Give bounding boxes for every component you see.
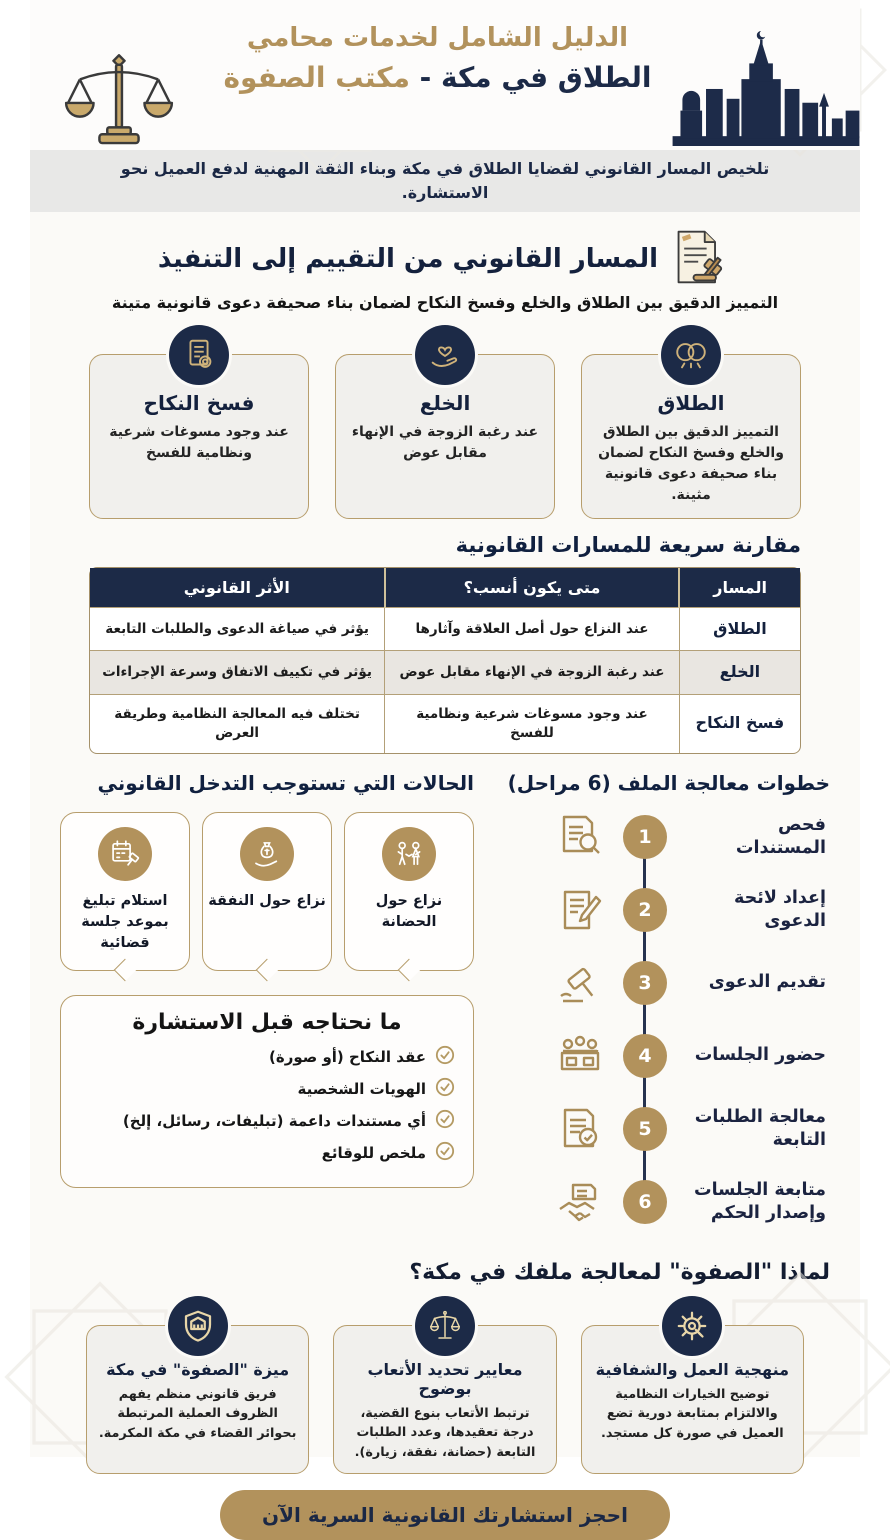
cases-section <box>60 770 474 1250</box>
why-card-body: فريق قانوني منظم يفهم الظروف العملية المرتبطة بحوائر القضاء في مكة المكرمة. <box>98 1386 297 1442</box>
requirement-text: عقد النكاح (أو صورة) <box>268 1047 426 1066</box>
why-card-title: ميزة "الصفوة" في مكة <box>106 1359 290 1379</box>
table-header-when: متى يكون أنسب؟ <box>385 568 680 608</box>
step-label: إعداد لائحة الدعوى <box>734 887 826 931</box>
middle-columns <box>30 754 860 1250</box>
table-header-effect: الأثر القانوني <box>90 568 385 608</box>
title-gold-part: مكتب الصفوة <box>223 60 410 94</box>
case-bubble-notice <box>60 812 190 971</box>
title-separator: - <box>409 60 442 94</box>
step-label: تقديم الدعوى <box>708 972 826 993</box>
money-bag-hand-icon <box>240 827 294 881</box>
header <box>30 0 860 150</box>
cases-title: الحالات التي تستوجب التدخل القانوني <box>97 770 474 795</box>
intro-banner <box>30 150 860 212</box>
table-cell: عند وجود مسوغات شرعية ونظامية للفسخ <box>385 694 680 752</box>
why-section <box>30 1250 860 1474</box>
table-cell: عند النزاع حول أصل العلاقة وآثارها <box>385 608 680 651</box>
comparison-section <box>89 533 801 754</box>
comparison-table <box>90 568 800 753</box>
document-check-icon <box>552 1104 608 1154</box>
case-label: استلام تبليغ بموعد جلسة قضائية <box>81 892 169 951</box>
requirement-item <box>79 1045 455 1069</box>
requirements-title: ما نحتاجه قبل الاستشارة <box>132 1009 402 1035</box>
path-card-talaq <box>581 354 801 519</box>
steps-title: خطوات معالجة الملف (6 مراحل) <box>507 770 830 795</box>
case-bubble-custody <box>344 812 474 971</box>
infographic-page <box>30 0 860 1528</box>
calendar-gavel-icon <box>98 827 152 881</box>
scales-of-justice-icon <box>64 52 174 150</box>
court-hearing-icon <box>552 1031 608 1081</box>
title-line-2 <box>190 58 685 99</box>
path-card-body: عند رغبة الزوجة في الإنهاء مقابل عوض <box>351 424 539 461</box>
requirement-text: الهويات الشخصية <box>297 1079 426 1098</box>
page-title <box>190 20 685 98</box>
table-header-row <box>90 568 800 608</box>
scales-icon <box>415 1296 475 1356</box>
path-card-body: عند وجود مسوغات شرعية ونظامية للفسخ <box>109 424 289 461</box>
why-title: لماذا "الصفوة" لمعالجة ملفك في مكة؟ <box>409 1259 830 1285</box>
section-subtitle-legal-paths: التمييز الدقيق بين الطلاق والخلع وفسخ النكاح لضمان بناء صحيفة دعوى قانونية متينة <box>111 293 779 312</box>
case-label: نزاع حول النفقة <box>208 892 326 909</box>
broken-rings-icon <box>661 325 721 385</box>
step-number-badge: 4 <box>623 1034 667 1078</box>
why-card-methodology <box>581 1325 804 1474</box>
step-item <box>482 812 826 862</box>
family-custody-icon <box>382 827 436 881</box>
table-cell: الطلاق <box>679 608 800 651</box>
path-card-title: الخلع <box>419 391 471 415</box>
why-card-body: توضيح الخيارات النظامية والالتزام بمتابعة دورية تضع العميل في صورة كل مستجد. <box>601 1386 784 1442</box>
step-label: معالجة الطلبات التابعة <box>694 1106 826 1150</box>
step-item <box>482 885 826 935</box>
step-item <box>482 1177 826 1227</box>
case-label: نزاع حول الحضانة <box>375 892 443 930</box>
table-cell: يؤثر في صياغة الدعوى والطلبات التابعة <box>90 608 385 651</box>
intro-banner-text: تلخيص المسار القانوني لقضايا الطلاق في مكة وبناء الثقة المهنية لدفع العميل نحو الاستشارة. <box>120 159 770 202</box>
why-cards <box>86 1325 804 1474</box>
step-number-badge: 3 <box>623 961 667 1005</box>
table-cell: فسخ النكاح <box>679 694 800 752</box>
steps-timeline <box>482 812 826 1227</box>
path-cards <box>89 354 801 519</box>
document-seal-icon <box>169 325 229 385</box>
case-bubbles <box>60 812 474 971</box>
table-row <box>90 694 800 752</box>
step-label: حضور الجلسات <box>694 1045 826 1066</box>
mecca-skyline-icon <box>672 28 860 150</box>
step-number-badge: 1 <box>623 815 667 859</box>
requirement-item <box>79 1077 455 1101</box>
why-card-title: منهجية العمل والشفافية <box>595 1359 790 1379</box>
gear-transparency-icon <box>662 1296 722 1356</box>
step-item <box>482 958 826 1008</box>
path-card-khul <box>335 354 555 519</box>
table-cell: تختلف فيه المعالجة النظامية وطريقة العرض <box>90 694 385 752</box>
table-header-path: المسار <box>679 568 800 608</box>
table-cell: الخلع <box>679 651 800 694</box>
shield-icon <box>168 1296 228 1356</box>
comparison-table-wrap <box>89 567 801 754</box>
step-label: فحص المستندات <box>735 814 826 858</box>
hand-heart-icon <box>415 325 475 385</box>
steps-section <box>482 770 830 1250</box>
requirement-item <box>79 1109 455 1133</box>
document-pen-icon <box>552 885 608 935</box>
legal-paths-section <box>30 212 860 519</box>
table-row <box>90 651 800 694</box>
step-number-badge: 2 <box>623 888 667 932</box>
step-number-badge: 6 <box>623 1180 667 1224</box>
book-consultation-button[interactable]: احجز استشارتك القانونية السرية الآن <box>220 1490 670 1540</box>
why-card-title: معايير تحديد الأتعاب بوضوح <box>367 1359 523 1398</box>
requirement-item <box>79 1141 455 1165</box>
table-row <box>90 608 800 651</box>
handshake-icon <box>552 1177 608 1227</box>
section-title-legal-paths: المسار القانوني من التقييم إلى التنفيذ <box>157 244 659 274</box>
gavel-icon <box>552 958 608 1008</box>
case-bubble-alimony <box>202 812 332 971</box>
path-card-title: فسخ النكاح <box>143 391 255 415</box>
document-gavel-icon <box>670 228 732 290</box>
requirement-text: أي مستندات داعمة (تبليفات، رسائل، إلخ) <box>122 1111 426 1130</box>
requirements-list <box>79 1045 455 1165</box>
why-card-fees <box>333 1325 556 1474</box>
requirement-text: ملخص للوقائع <box>321 1143 426 1162</box>
path-card-faskh <box>89 354 309 519</box>
path-card-body: التمييز الدقيق بين الطلاق والخلع وفسخ النكاح لضمان بناء صحيفة دعوى قانونية مثينة. <box>598 424 784 503</box>
check-circle-icon <box>435 1045 455 1069</box>
step-item <box>482 1031 826 1081</box>
step-label: متابعة الجلسات وإصدار الحكم <box>694 1179 826 1223</box>
title-dark-part: الطلاق في مكة <box>441 60 652 94</box>
path-card-title: الطلاق <box>657 391 725 415</box>
why-card-makkah-advantage <box>86 1325 309 1474</box>
check-circle-icon <box>435 1077 455 1101</box>
title-line-1: الدليل الشامل لخدمات محامي <box>246 23 629 53</box>
table-cell: يؤثر في تكييف الاتفاق وسرعة الإجراءات <box>90 651 385 694</box>
step-number-badge: 5 <box>623 1107 667 1151</box>
why-card-body: ترتبط الأتعاب بنوع القضية، درجة تعقيدها، وعدد الطلبات التابعة (حضانة، نفقة، زيارة). <box>354 1405 536 1461</box>
step-item <box>482 1104 826 1154</box>
table-cell: عند رغبة الزوجة في الإنهاء مقابل عوض <box>385 651 680 694</box>
check-circle-icon <box>435 1109 455 1133</box>
document-magnifier-icon <box>552 812 608 862</box>
comparison-title: مقارنة سريعة للمسارات القانونية <box>455 533 801 557</box>
check-circle-icon <box>435 1141 455 1165</box>
requirements-box <box>60 995 474 1188</box>
